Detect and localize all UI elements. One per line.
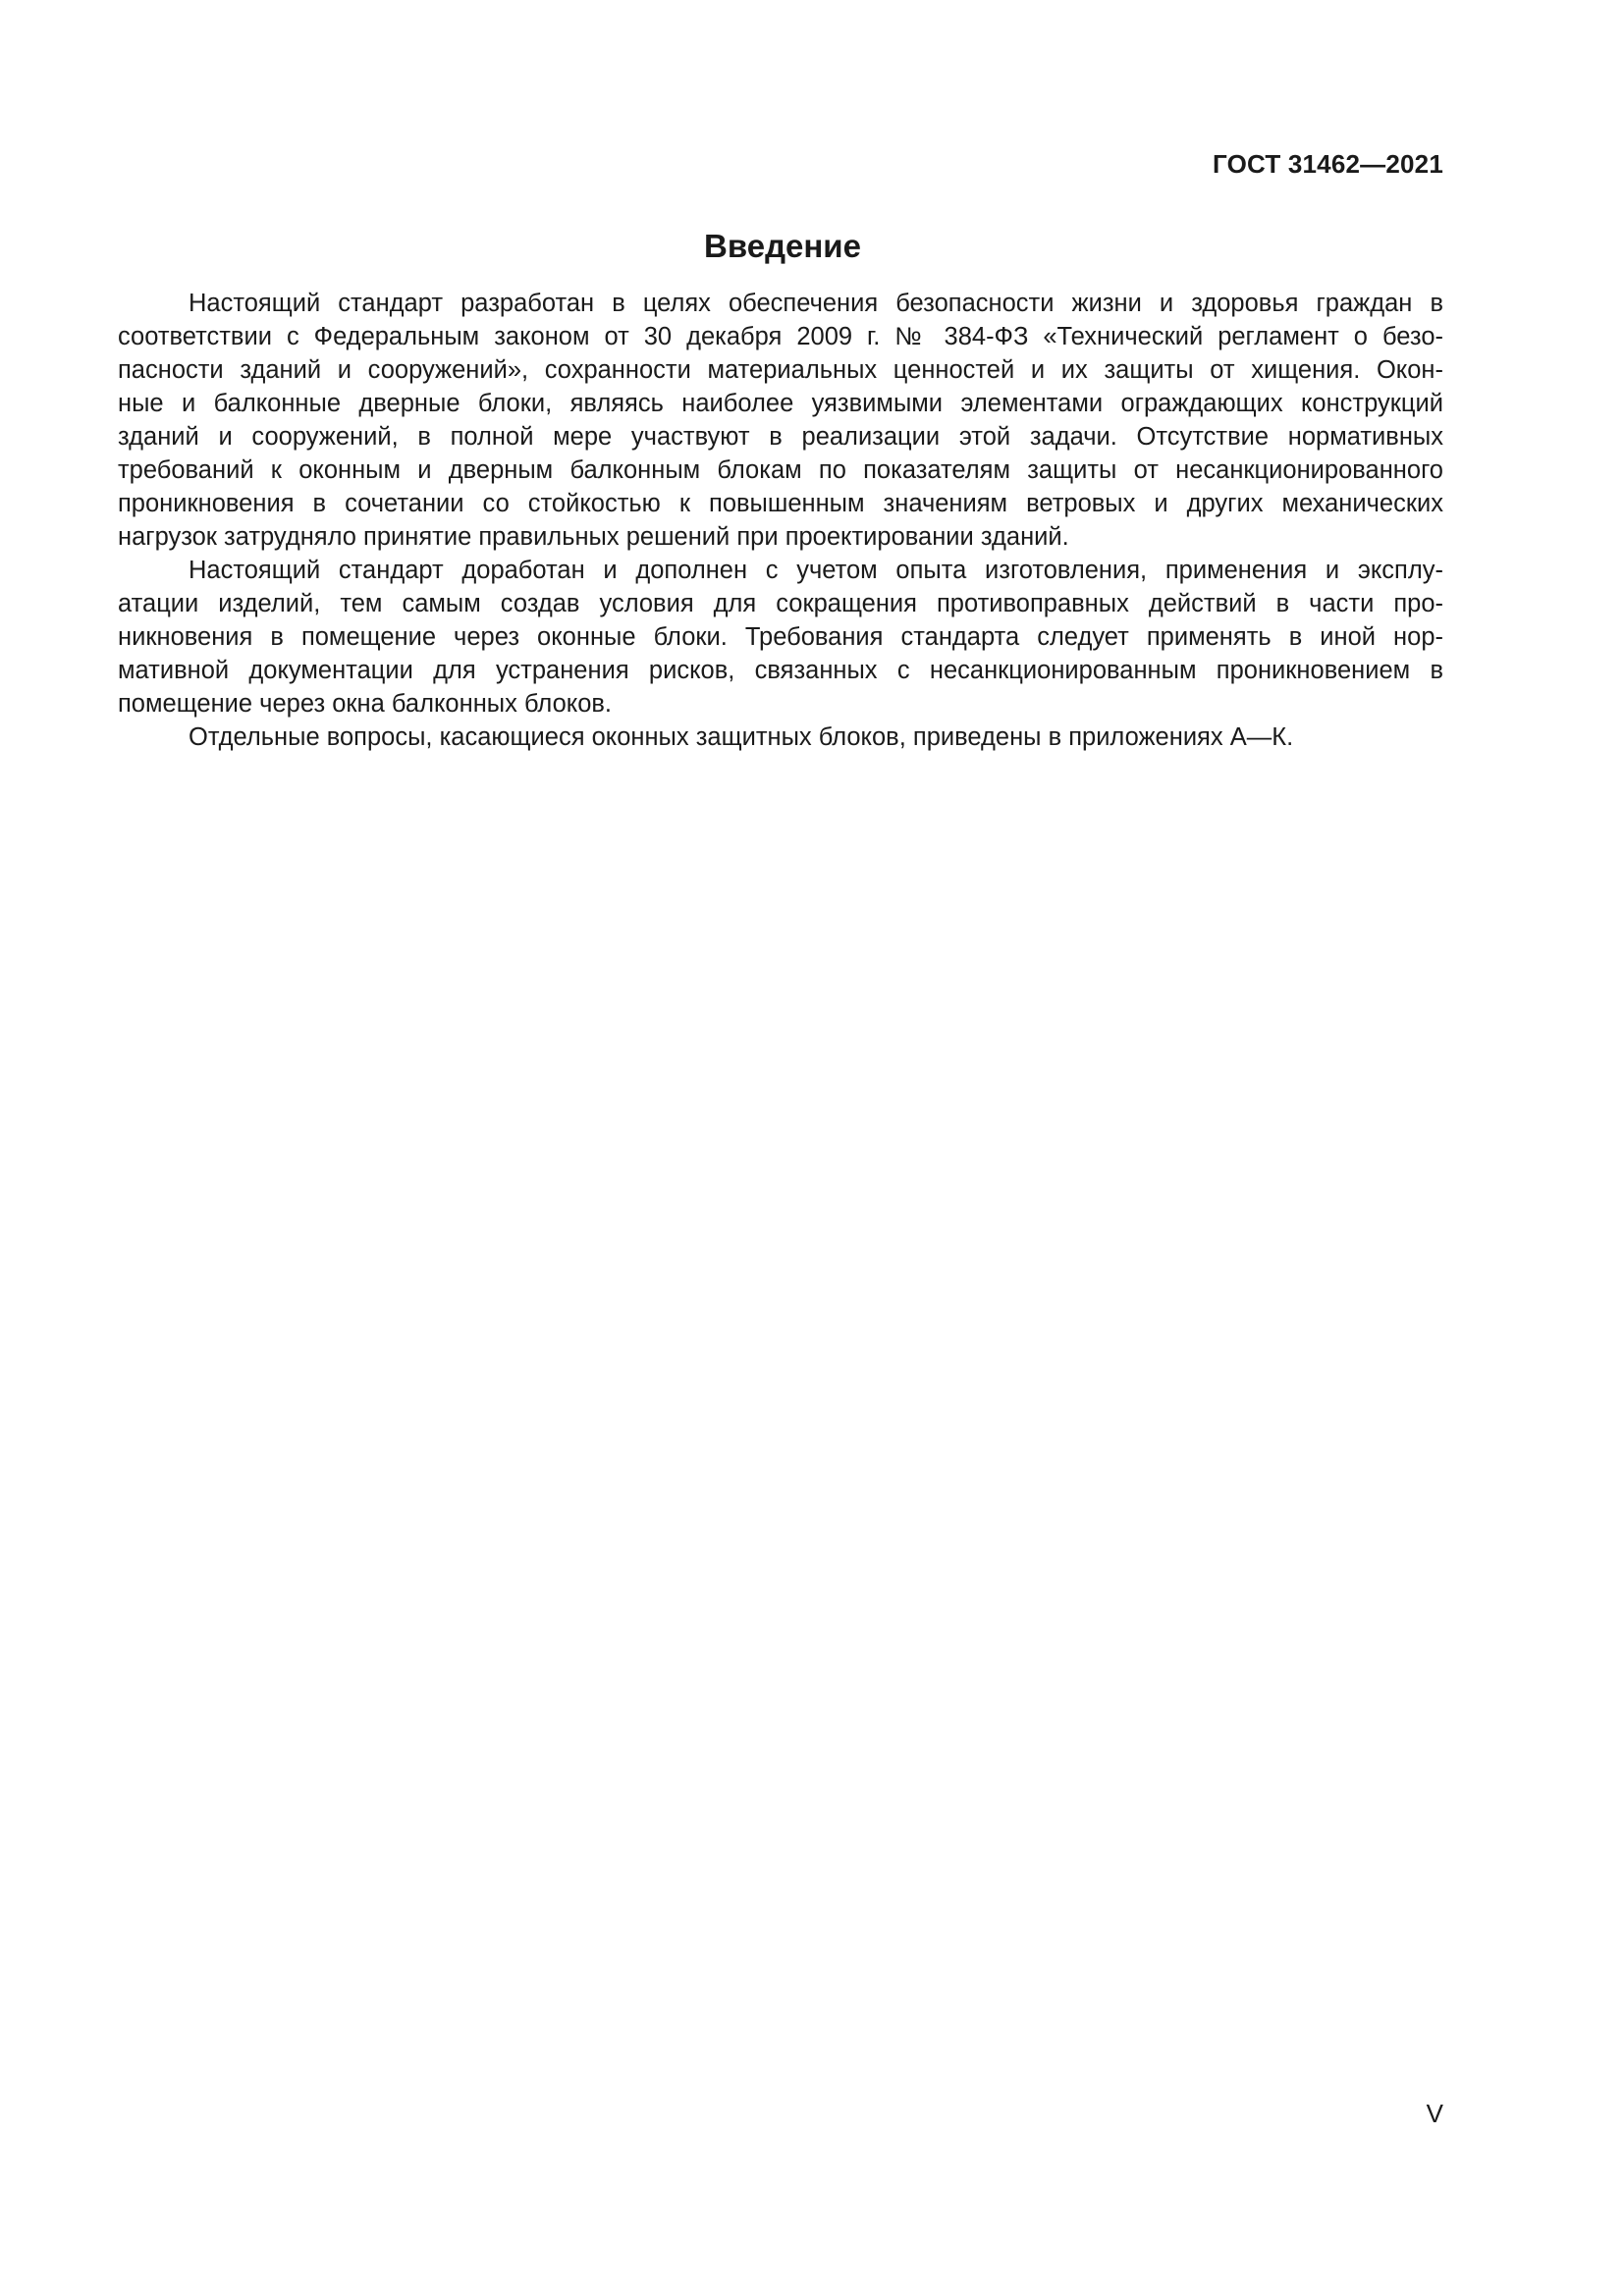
page-number: V (1426, 2099, 1443, 2128)
paragraph-1 (118, 287, 1443, 554)
text-line: помещение через окна балконных блоков. (118, 690, 613, 718)
text-line: Отдельные вопросы, касающиеся оконных защитных блоков, приведены в приложениях А—К. (189, 723, 1294, 751)
text-line: ные и балконные дверные блоки, являясь наиболее уязвимыми элементами ограждающих конструкций (118, 390, 1443, 417)
text-line: зданий и сооружений, в полной мере участвуют в реализации этой задачи. Отсутствие нормативных (118, 423, 1443, 451)
paragraph-2 (118, 554, 1443, 721)
text-line: нагрузок затрудняло принятие правильных решений при проектировании зданий. (118, 523, 1069, 551)
text-line: пасности зданий и сооружений», сохранности материальных ценностей и их защиты от хищения. Окон- (118, 356, 1443, 384)
text-line: проникновения в сочетании со стойкостью к повышенным значениям ветровых и других механических (118, 490, 1443, 517)
document-code: ГОСТ 31462—2021 (1213, 149, 1443, 179)
text-line: требований к оконным и дверным балконным блокам по показателям защиты от несанкционированного (118, 456, 1443, 484)
text-line: Настоящий стандарт доработан и дополнен с учетом опыта изготовления, применения и эксплу- (189, 557, 1443, 584)
document-body (118, 287, 1443, 754)
text-line: Настоящий стандарт разработан в целях обеспечения безопасности жизни и здоровья граждан в (189, 290, 1443, 317)
text-line: атации изделий, тем самым создав условия для сокращения противоправных действий в части про- (118, 590, 1443, 617)
text-line: мативной документации для устранения рисков, связанных с несанкционированным проникновением в (118, 657, 1443, 684)
section-title: Введение (704, 228, 861, 264)
paragraph-3 (118, 721, 1443, 754)
text-line: соответствии с Федеральным законом от 30 декабря 2009 г. № 384-ФЗ «Технический регламент о безо- (118, 323, 1443, 350)
text-line: никновения в помещение через оконные блоки. Требования стандарта следует применять в иной нор- (118, 623, 1443, 651)
